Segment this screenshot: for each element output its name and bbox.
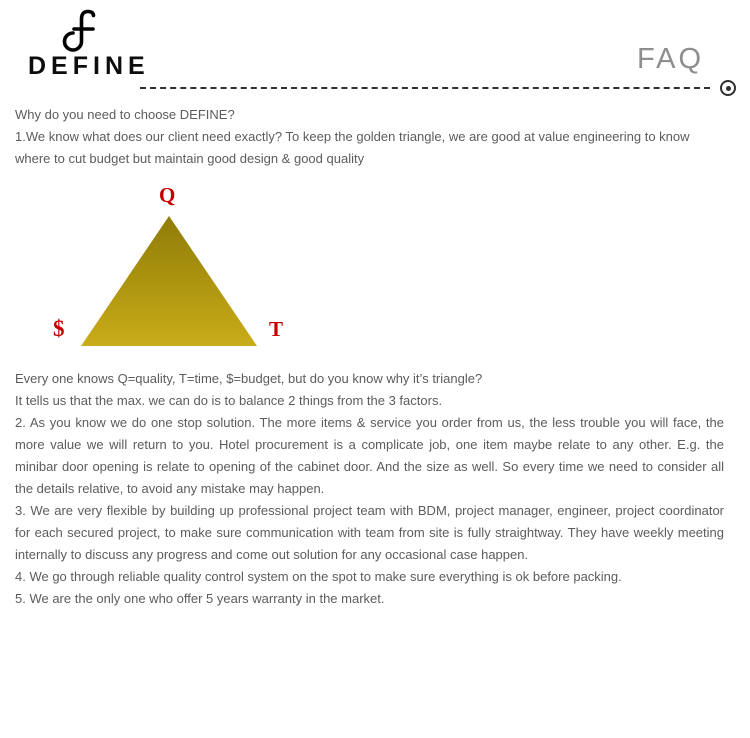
point-5: 5. We are the only one who offer 5 years warranty in the market. bbox=[15, 591, 385, 606]
point-2: 2. As you know we do one stop solution. The more items & service you order from us, the less trouble you will face, the more value we will return to you. Hotel procurement is a complicate job, one item maybe relate to any other. E.g. the minibar door opening is relate to opening of the cabinet door. And the size as well. So every time we need to consider all the details relative, to avoid any mistake may happen. bbox=[15, 415, 724, 496]
point-3: 3. We are very flexible by building up professional project team with BDM, project manager, engineer, project coordinator for each secured project, to make sure communication with team from site is fully straightway. They have weekly meeting internally to discuss any progress and come out solution for any occasional case happen. bbox=[15, 503, 724, 562]
df-logo-icon bbox=[52, 6, 104, 52]
brand-name: DEFINE bbox=[28, 52, 150, 80]
golden-triangle bbox=[81, 216, 257, 346]
faq-content bbox=[0, 104, 750, 610]
triangle-time-label: T bbox=[269, 317, 284, 341]
triangle-caption-line2: It tells us that the max. we can do is to balance 2 things from the 3 factors. bbox=[15, 393, 443, 408]
point-1: 1.We know what does our client need exactly? To keep the golden triangle, we are good at value engineering to know where to cut budget but maintain good design & good quality bbox=[15, 129, 690, 166]
dashed-divider bbox=[140, 87, 710, 89]
golden-triangle-figure bbox=[43, 184, 343, 350]
brand bbox=[28, 6, 150, 80]
intro-question: Why do you need to choose DEFINE? bbox=[15, 107, 235, 122]
target-icon bbox=[720, 80, 736, 96]
triangle-budget-label: $ bbox=[53, 316, 65, 341]
triangle-caption-line1: Every one knows Q=quality, T=time, $=budget, but do you know why it’s triangle? bbox=[15, 371, 483, 386]
triangle-quality-label: Q bbox=[159, 183, 176, 207]
point-4: 4. We go through reliable quality control system on the spot to make sure everything is ok before packing. bbox=[15, 569, 622, 584]
header bbox=[0, 0, 750, 104]
page-title: FAQ bbox=[636, 43, 704, 75]
